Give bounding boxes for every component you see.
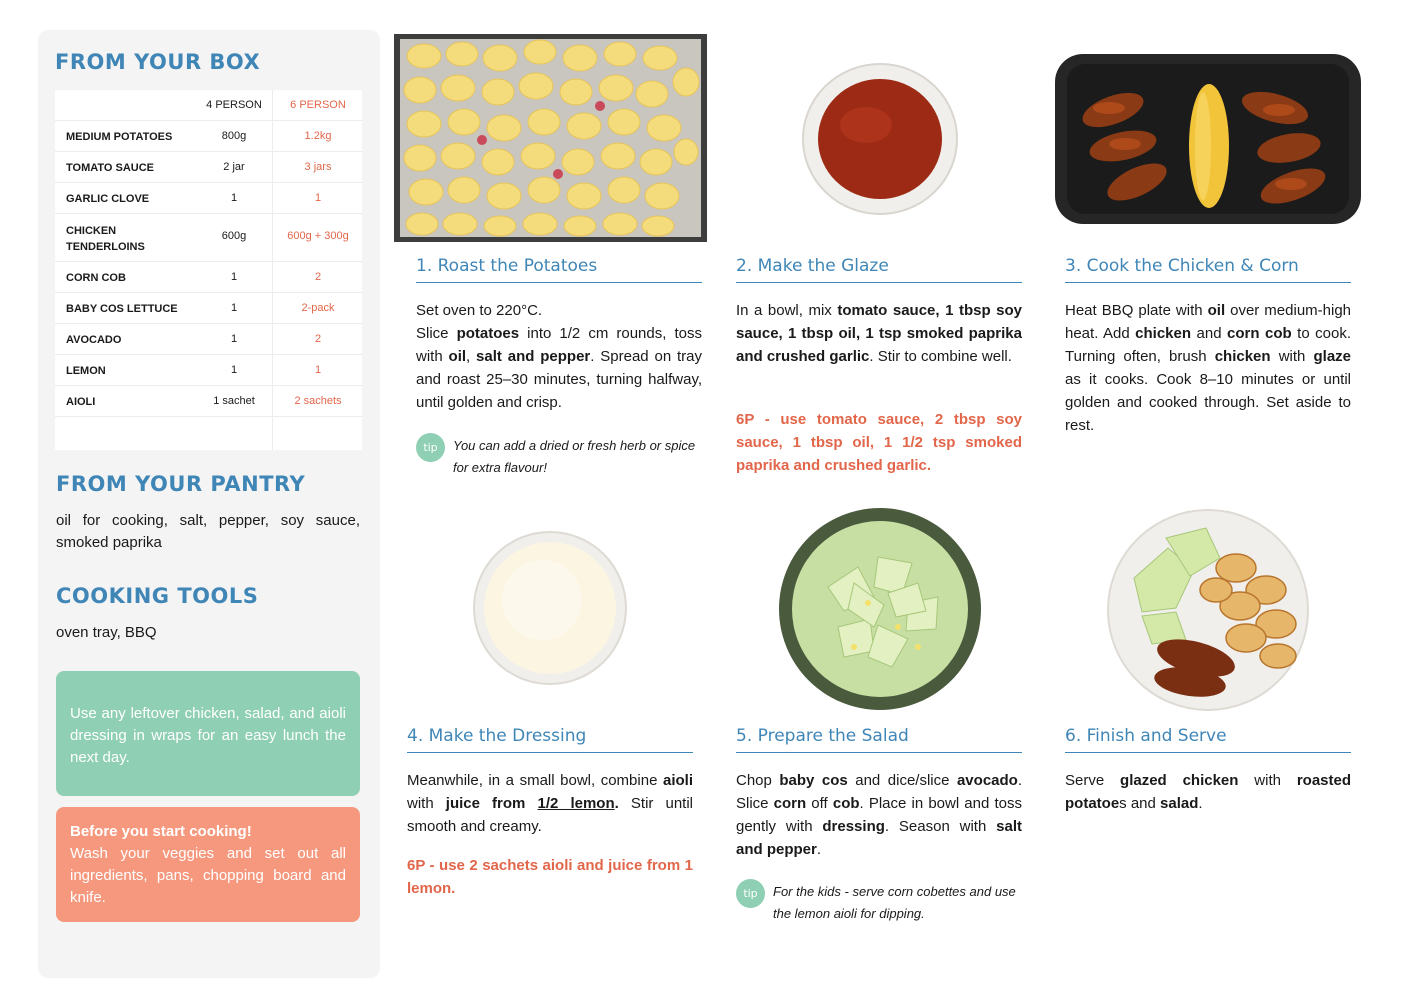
- step-3-text-part: Heat BBQ plate with: [1065, 302, 1208, 319]
- table-row: [55, 293, 362, 324]
- step-3-bold-chicken: chicken: [1135, 325, 1192, 342]
- cooking-tools-text: oven tray, BBQ: [56, 624, 157, 641]
- step-4-6p-note: 6P - use 2 sachets aioli and juice from 1 lemon.: [407, 857, 693, 897]
- step-6-bold-salad: salad: [1160, 795, 1199, 812]
- step-2-6p-note: 6P - use tomato sauce, 2 tbsp soy sauce, 1 tbsp oil, 1 1/2 tsp smoked paprika and crushed garlic.: [736, 411, 1022, 474]
- step-3-text: [1065, 299, 1351, 437]
- pantry-text: oil for cooking, salt, pepper, soy sauce, smoked paprika: [56, 512, 360, 551]
- step-6-text-part: s and: [1119, 795, 1161, 812]
- step-1-bold-oil: oil: [448, 348, 467, 365]
- qty-4-person: 1 sachet: [213, 395, 255, 407]
- from-your-box-heading: FROM YOUR BOX: [55, 50, 261, 74]
- step-5-text-part: Chop: [736, 772, 780, 789]
- step-4-text-part: with: [407, 795, 446, 812]
- leftover-tip-box: [56, 671, 360, 796]
- step-5-bold-corn: corn: [773, 795, 807, 812]
- plated-meal-photo: [1106, 508, 1310, 712]
- table-row: [55, 324, 362, 355]
- step-5-text-part: off: [806, 795, 833, 812]
- step-1-line: Set oven to 220°C.: [416, 302, 543, 319]
- step-3-title: 3. Cook the Chicken & Corn: [1065, 256, 1351, 283]
- step-4-bold-aioli: aioli: [662, 772, 693, 789]
- step-5-text-part: . Place in bowl and toss gently with: [736, 795, 1022, 835]
- before-you-start-box: [56, 807, 360, 922]
- step-4-bold-juice: juice from: [445, 795, 538, 812]
- step-5-text: [736, 769, 1022, 861]
- ingredients-table: [55, 90, 362, 450]
- step-6-text-part: with: [1238, 772, 1297, 789]
- qty-6-person: 3 jars: [304, 161, 332, 173]
- step-3-bold-chicken: chicken: [1214, 348, 1271, 365]
- qty-4-person: 1: [230, 271, 238, 283]
- step-1-title: 1. Roast the Potatoes: [416, 256, 702, 283]
- ingredient-name: AVOCADO: [66, 334, 122, 346]
- step-5-text-part: . Season with: [884, 818, 997, 835]
- step-6-text: [1065, 769, 1351, 815]
- before-you-start-title: Before you start cooking!: [70, 823, 252, 840]
- qty-4-person: 800g: [221, 130, 247, 142]
- step-4-text-part: Stir until smooth and creamy.: [407, 795, 694, 835]
- step-5-bold-dressing: dressing: [822, 818, 885, 835]
- step-3-text-part: as it cooks. Cook 8–10 minutes or until golden and cooked through. Set aside to rest.: [1065, 371, 1351, 434]
- table-header-row: [55, 90, 362, 121]
- step-6-bold-glazed-chicken: glazed chicken: [1120, 772, 1239, 789]
- qty-6-person: 1: [314, 364, 322, 376]
- step-4-underline-lemon: 1/2 lemon: [537, 795, 615, 812]
- ingredient-name: LEMON: [66, 365, 106, 377]
- qty-4-person: 1: [230, 302, 238, 314]
- step-3-bold-oil: oil: [1207, 302, 1226, 319]
- step-5-bold-baby-cos: baby cos: [779, 772, 848, 789]
- ingredient-name: MEDIUM POTATOES: [66, 131, 173, 143]
- step-5-tip-text: For the kids - serve corn cobettes and use the lemon aioli for dipping.: [773, 884, 1016, 921]
- table-row: [55, 152, 362, 183]
- qty-6-person: 600g + 300g: [287, 230, 349, 242]
- qty-6-person: 2: [314, 271, 322, 283]
- step-4-text: [407, 769, 693, 838]
- potatoes-on-tray-photo: [394, 34, 707, 242]
- step-6-bold-roasted-potatoes: roasted potatoe: [1065, 772, 1351, 812]
- step-2-text-part: . Stir to combine well.: [869, 348, 1012, 365]
- qty-6-person: 1: [314, 192, 322, 204]
- step-4-title: 4. Make the Dressing: [407, 726, 693, 753]
- step-4-bold-period: .: [614, 795, 619, 812]
- step-2-text: [736, 299, 1022, 368]
- step-2-bold-ingredients: tomato sauce, 1 tbsp soy sauce, 1 tbsp oil, 1 tsp smoked paprika and crushed garlic: [736, 302, 1022, 365]
- tip-badge: tip: [416, 433, 445, 462]
- cooking-tools-heading: COOKING TOOLS: [56, 584, 259, 608]
- qty-4-person: 1: [230, 333, 238, 345]
- step-1-text: [416, 299, 702, 414]
- qty-6-person: 2 sachets: [294, 395, 342, 407]
- table-row: [55, 121, 362, 152]
- step-1-text-part: ,: [466, 348, 477, 365]
- header-4-person: 4 PERSON: [206, 99, 262, 111]
- step-5-bold-avocado: avocado: [956, 772, 1018, 789]
- qty-4-person: 2 jar: [223, 161, 245, 173]
- ingredient-name: BABY COS LETTUCE: [66, 303, 178, 315]
- step-5-text-part: and dice/slice: [847, 772, 957, 789]
- qty-4-person: 600g: [221, 230, 247, 242]
- leftover-tip-text: Use any leftover chicken, salad, and aioli dressing in wraps for an easy lunch the next day.: [70, 705, 346, 766]
- step-5-title: 5. Prepare the Salad: [736, 726, 1022, 753]
- qty-6-person: 2-pack: [301, 302, 335, 314]
- step-3-text-part: over medium-high heat. Add: [1065, 302, 1352, 342]
- bbq-chicken-corn-photo: [1053, 52, 1363, 226]
- step-5-text-part: .: [816, 841, 822, 858]
- ingredient-name: AIOLI: [66, 396, 96, 408]
- qty-6-person: 1.2kg: [304, 130, 332, 142]
- table-row: [55, 262, 362, 293]
- step-3-bold-glaze: glaze: [1313, 348, 1351, 365]
- table-row: [55, 386, 362, 417]
- step-6-title: 6. Finish and Serve: [1065, 726, 1351, 753]
- qty-4-person: 1: [230, 364, 238, 376]
- ingredient-name: CORN COB: [66, 272, 126, 284]
- before-you-start-text: Wash your veggies and set out all ingredients, pans, chopping board and knife.: [70, 845, 346, 906]
- step-3-text-part: with: [1270, 348, 1314, 365]
- ingredient-name: TOMATO SAUCE: [66, 162, 155, 174]
- qty-4-person: 1: [230, 192, 238, 204]
- header-6-person: 6 PERSON: [290, 99, 346, 111]
- step-1-text-part: into 1/2 cm rounds, toss with: [416, 325, 702, 365]
- step-3-text-part: and: [1191, 325, 1228, 342]
- dressing-bowl-photo: [472, 530, 628, 686]
- step-2-text-part: In a bowl, mix: [736, 302, 838, 319]
- table-row: [55, 183, 362, 214]
- table-row: [55, 355, 362, 386]
- step-2-title: 2. Make the Glaze: [736, 256, 1022, 283]
- salad-bowl-photo: [778, 507, 982, 711]
- step-5-bold-cob: cob: [832, 795, 860, 812]
- glaze-bowl-photo: [800, 61, 960, 217]
- qty-6-person: 2: [314, 333, 322, 345]
- step-5-text-part: . Slice: [736, 772, 1022, 812]
- step-3-bold-corn-cob: corn cob: [1227, 325, 1292, 342]
- ingredient-name: GARLIC CLOVE: [66, 193, 150, 205]
- step-1-text-part: . Spread on tray and roast 25–30 minutes, turning halfway, until golden and crisp.: [416, 348, 703, 411]
- step-6-text-part: .: [1198, 795, 1203, 812]
- step-1-bold-potatoes: potatoes: [456, 325, 520, 342]
- step-5-bold-salt-pepper: salt and pepper: [736, 818, 1022, 858]
- step-6-text-part: Serve: [1065, 772, 1121, 789]
- step-1-text-part: Slice: [416, 325, 457, 342]
- step-1-tip-text: You can add a dried or fresh herb or spice for extra flavour!: [453, 438, 696, 475]
- step-4-text-part: Meanwhile, in a small bowl, combine: [407, 772, 663, 789]
- table-row: [55, 214, 362, 262]
- step-1-bold-salt-pepper: salt and pepper: [476, 348, 591, 365]
- from-your-pantry-heading: FROM YOUR PANTRY: [56, 472, 306, 496]
- step-3-text-part: to cook. Turning often, brush: [1065, 325, 1351, 365]
- ingredient-name: CHICKEN TENDERLOINS: [66, 225, 145, 253]
- tip-badge: tip: [736, 879, 765, 908]
